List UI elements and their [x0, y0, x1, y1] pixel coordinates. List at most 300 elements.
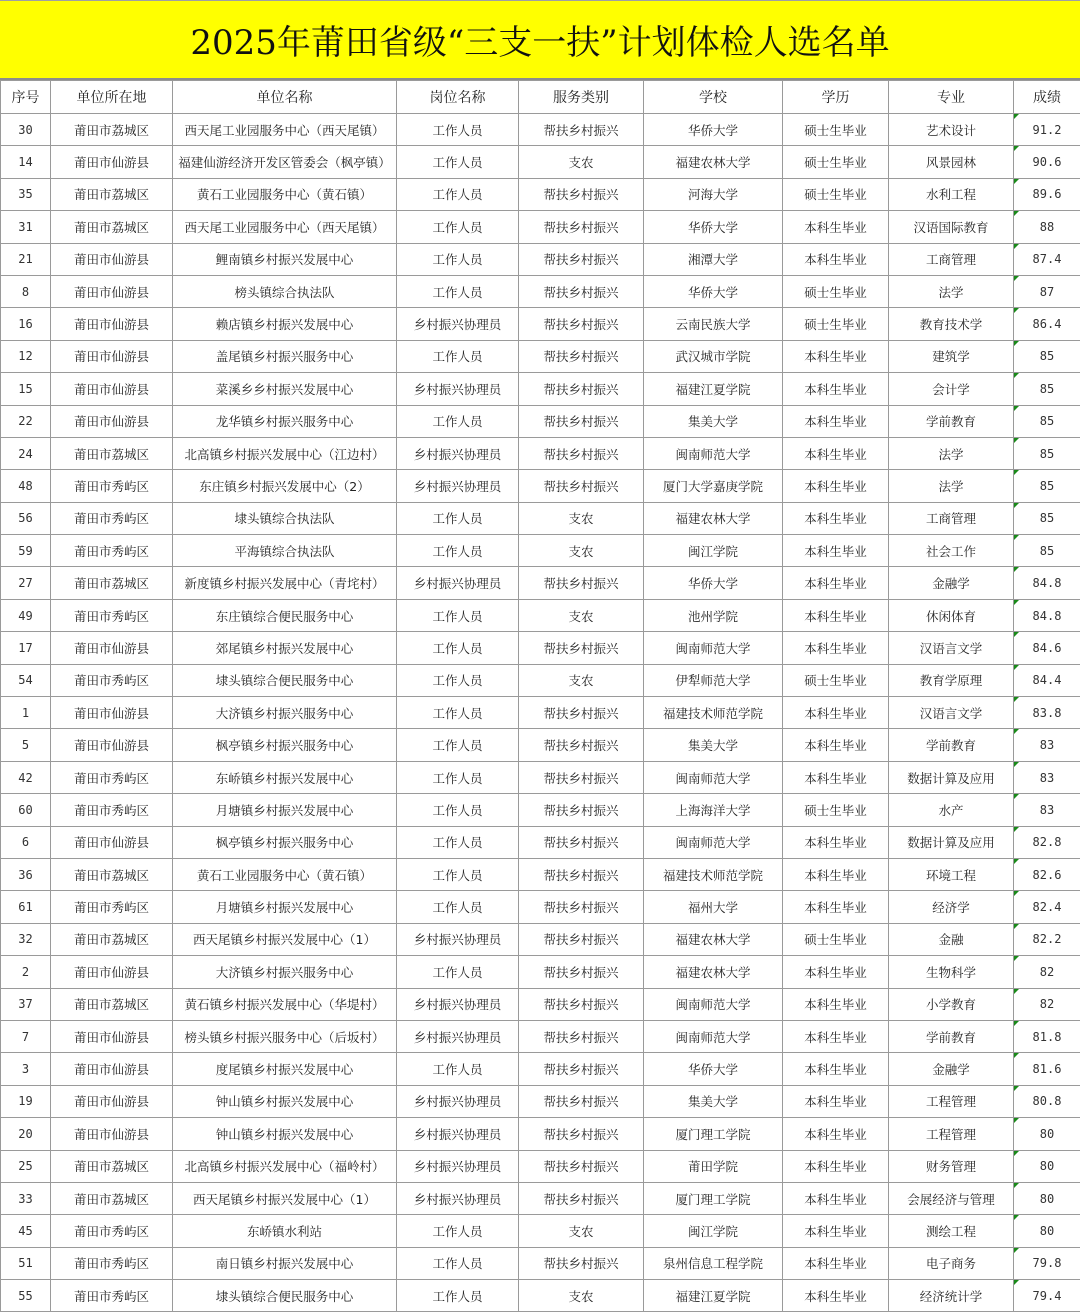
- cell-score[interactable]: 88: [1014, 211, 1080, 243]
- cell-education[interactable]: 硕士生毕业: [783, 178, 889, 210]
- cell-score[interactable]: 90.6: [1014, 146, 1080, 178]
- cell-school[interactable]: 华侨大学: [644, 1053, 783, 1085]
- cell-school[interactable]: 集美大学: [644, 729, 783, 761]
- cell-unit-name[interactable]: 盖尾镇乡村振兴服务中心: [173, 340, 397, 372]
- cell-index[interactable]: 2: [1, 956, 51, 988]
- cell-school[interactable]: 闽江学院: [644, 1215, 783, 1247]
- cell-location[interactable]: 莆田市秀屿区: [51, 1280, 173, 1312]
- cell-index[interactable]: 37: [1, 988, 51, 1020]
- cell-service-type[interactable]: 帮扶乡村振兴: [519, 340, 644, 372]
- cell-position[interactable]: 工作人员: [397, 891, 519, 923]
- cell-score[interactable]: 82.8: [1014, 826, 1080, 858]
- cell-location[interactable]: 莆田市秀屿区: [51, 664, 173, 696]
- cell-position[interactable]: 工作人员: [397, 146, 519, 178]
- cell-education[interactable]: 本科生毕业: [783, 567, 889, 599]
- cell-major[interactable]: 金融: [889, 923, 1014, 955]
- cell-position[interactable]: 工作人员: [397, 535, 519, 567]
- cell-education[interactable]: 本科生毕业: [783, 599, 889, 631]
- cell-education[interactable]: 本科生毕业: [783, 1280, 889, 1312]
- cell-major[interactable]: 汉语言文学: [889, 632, 1014, 664]
- cell-unit-name[interactable]: 东峤镇水利站: [173, 1215, 397, 1247]
- cell-location[interactable]: 莆田市秀屿区: [51, 761, 173, 793]
- cell-major[interactable]: 学前教育: [889, 405, 1014, 437]
- cell-school[interactable]: 集美大学: [644, 1085, 783, 1117]
- cell-education[interactable]: 硕士生毕业: [783, 146, 889, 178]
- cell-score[interactable]: 79.8: [1014, 1247, 1080, 1279]
- cell-unit-name[interactable]: 月塘镇乡村振兴发展中心: [173, 891, 397, 923]
- cell-major[interactable]: 生物科学: [889, 956, 1014, 988]
- cell-position[interactable]: 工作人员: [397, 275, 519, 307]
- cell-index[interactable]: 36: [1, 858, 51, 890]
- cell-school[interactable]: 华侨大学: [644, 567, 783, 599]
- cell-unit-name[interactable]: 埭头镇综合便民服务中心: [173, 664, 397, 696]
- cell-location[interactable]: 莆田市仙游县: [51, 1085, 173, 1117]
- cell-index[interactable]: 56: [1, 502, 51, 534]
- cell-unit-name[interactable]: 枫亭镇乡村振兴服务中心: [173, 826, 397, 858]
- cell-school[interactable]: 湘潭大学: [644, 243, 783, 275]
- cell-index[interactable]: 32: [1, 923, 51, 955]
- cell-location[interactable]: 莆田市仙游县: [51, 340, 173, 372]
- header-index[interactable]: 序号: [1, 81, 51, 114]
- cell-school[interactable]: 伊犁师范大学: [644, 664, 783, 696]
- cell-school[interactable]: 福建技术师范学院: [644, 697, 783, 729]
- header-location[interactable]: 单位所在地: [51, 81, 173, 114]
- cell-major[interactable]: 教育技术学: [889, 308, 1014, 340]
- cell-unit-name[interactable]: 钟山镇乡村振兴发展中心: [173, 1085, 397, 1117]
- cell-location[interactable]: 莆田市荔城区: [51, 923, 173, 955]
- cell-service-type[interactable]: 支农: [519, 502, 644, 534]
- cell-unit-name[interactable]: 西天尾镇乡村振兴发展中心（1）: [173, 1182, 397, 1214]
- cell-position[interactable]: 工作人员: [397, 697, 519, 729]
- cell-score[interactable]: 84.4: [1014, 664, 1080, 696]
- cell-major[interactable]: 学前教育: [889, 1020, 1014, 1052]
- cell-education[interactable]: 本科生毕业: [783, 470, 889, 502]
- cell-major[interactable]: 数据计算及应用: [889, 761, 1014, 793]
- cell-score[interactable]: 79.4: [1014, 1280, 1080, 1312]
- cell-position[interactable]: 乡村振兴协理员: [397, 988, 519, 1020]
- cell-education[interactable]: 本科生毕业: [783, 988, 889, 1020]
- cell-location[interactable]: 莆田市秀屿区: [51, 599, 173, 631]
- cell-score[interactable]: 83: [1014, 794, 1080, 826]
- cell-education[interactable]: 硕士生毕业: [783, 114, 889, 146]
- cell-location[interactable]: 莆田市秀屿区: [51, 891, 173, 923]
- cell-position[interactable]: 乡村振兴协理员: [397, 437, 519, 469]
- cell-service-type[interactable]: 帮扶乡村振兴: [519, 243, 644, 275]
- cell-index[interactable]: 8: [1, 275, 51, 307]
- cell-index[interactable]: 51: [1, 1247, 51, 1279]
- cell-service-type[interactable]: 支农: [519, 146, 644, 178]
- cell-position[interactable]: 乡村振兴协理员: [397, 1020, 519, 1052]
- cell-major[interactable]: 会计学: [889, 373, 1014, 405]
- cell-location[interactable]: 莆田市仙游县: [51, 729, 173, 761]
- cell-position[interactable]: 乡村振兴协理员: [397, 567, 519, 599]
- cell-education[interactable]: 硕士生毕业: [783, 308, 889, 340]
- cell-index[interactable]: 27: [1, 567, 51, 599]
- cell-education[interactable]: 本科生毕业: [783, 1182, 889, 1214]
- cell-school[interactable]: 集美大学: [644, 405, 783, 437]
- cell-location[interactable]: 莆田市荔城区: [51, 858, 173, 890]
- cell-unit-name[interactable]: 北高镇乡村振兴发展中心（福岭村）: [173, 1150, 397, 1182]
- cell-major[interactable]: 金融学: [889, 1053, 1014, 1085]
- cell-unit-name[interactable]: 东庄镇乡村振兴发展中心（2）: [173, 470, 397, 502]
- cell-unit-name[interactable]: 黄石工业园服务中心（黄石镇）: [173, 858, 397, 890]
- cell-index[interactable]: 25: [1, 1150, 51, 1182]
- cell-location[interactable]: 莆田市荔城区: [51, 437, 173, 469]
- cell-score[interactable]: 82: [1014, 988, 1080, 1020]
- cell-unit-name[interactable]: 西天尾工业园服务中心（西天尾镇）: [173, 114, 397, 146]
- cell-location[interactable]: 莆田市仙游县: [51, 697, 173, 729]
- cell-location[interactable]: 莆田市荔城区: [51, 211, 173, 243]
- cell-score[interactable]: 84.8: [1014, 599, 1080, 631]
- cell-index[interactable]: 7: [1, 1020, 51, 1052]
- cell-unit-name[interactable]: 大济镇乡村振兴服务中心: [173, 697, 397, 729]
- cell-education[interactable]: 硕士生毕业: [783, 923, 889, 955]
- cell-service-type[interactable]: 帮扶乡村振兴: [519, 729, 644, 761]
- cell-unit-name[interactable]: 大济镇乡村振兴服务中心: [173, 956, 397, 988]
- cell-major[interactable]: 数据计算及应用: [889, 826, 1014, 858]
- cell-position[interactable]: 工作人员: [397, 761, 519, 793]
- cell-score[interactable]: 80: [1014, 1182, 1080, 1214]
- cell-education[interactable]: 本科生毕业: [783, 826, 889, 858]
- cell-position[interactable]: 工作人员: [397, 114, 519, 146]
- cell-unit-name[interactable]: 菜溪乡乡村振兴发展中心: [173, 373, 397, 405]
- cell-index[interactable]: 15: [1, 373, 51, 405]
- cell-service-type[interactable]: 支农: [519, 599, 644, 631]
- cell-index[interactable]: 21: [1, 243, 51, 275]
- cell-position[interactable]: 工作人员: [397, 729, 519, 761]
- cell-index[interactable]: 61: [1, 891, 51, 923]
- cell-service-type[interactable]: 帮扶乡村振兴: [519, 826, 644, 858]
- cell-school[interactable]: 福建江夏学院: [644, 373, 783, 405]
- cell-service-type[interactable]: 帮扶乡村振兴: [519, 632, 644, 664]
- cell-score[interactable]: 82.6: [1014, 858, 1080, 890]
- cell-unit-name[interactable]: 东峤镇乡村振兴发展中心: [173, 761, 397, 793]
- cell-location[interactable]: 莆田市秀屿区: [51, 470, 173, 502]
- cell-unit-name[interactable]: 福建仙游经济开发区管委会（枫亭镇）: [173, 146, 397, 178]
- cell-score[interactable]: 80: [1014, 1150, 1080, 1182]
- cell-service-type[interactable]: 帮扶乡村振兴: [519, 891, 644, 923]
- cell-location[interactable]: 莆田市仙游县: [51, 373, 173, 405]
- cell-unit-name[interactable]: 平海镇综合执法队: [173, 535, 397, 567]
- cell-index[interactable]: 59: [1, 535, 51, 567]
- cell-school[interactable]: 福建江夏学院: [644, 1280, 783, 1312]
- cell-index[interactable]: 17: [1, 632, 51, 664]
- cell-education[interactable]: 硕士生毕业: [783, 275, 889, 307]
- cell-school[interactable]: 福州大学: [644, 891, 783, 923]
- cell-education[interactable]: 硕士生毕业: [783, 664, 889, 696]
- cell-education[interactable]: 本科生毕业: [783, 858, 889, 890]
- cell-score[interactable]: 82.4: [1014, 891, 1080, 923]
- cell-unit-name[interactable]: 度尾镇乡村振兴发展中心: [173, 1053, 397, 1085]
- cell-major[interactable]: 风景园林: [889, 146, 1014, 178]
- cell-service-type[interactable]: 帮扶乡村振兴: [519, 988, 644, 1020]
- cell-major[interactable]: 环境工程: [889, 858, 1014, 890]
- cell-education[interactable]: 本科生毕业: [783, 340, 889, 372]
- cell-unit-name[interactable]: 西天尾工业园服务中心（西天尾镇）: [173, 211, 397, 243]
- cell-school[interactable]: 华侨大学: [644, 275, 783, 307]
- cell-service-type[interactable]: 帮扶乡村振兴: [519, 405, 644, 437]
- cell-position[interactable]: 工作人员: [397, 632, 519, 664]
- cell-service-type[interactable]: 帮扶乡村振兴: [519, 1118, 644, 1150]
- cell-school[interactable]: 福建农林大学: [644, 956, 783, 988]
- cell-position[interactable]: 工作人员: [397, 1247, 519, 1279]
- cell-score[interactable]: 87.4: [1014, 243, 1080, 275]
- cell-major[interactable]: 会展经济与管理: [889, 1182, 1014, 1214]
- cell-education[interactable]: 本科生毕业: [783, 1150, 889, 1182]
- cell-location[interactable]: 莆田市仙游县: [51, 1118, 173, 1150]
- cell-score[interactable]: 83: [1014, 761, 1080, 793]
- cell-service-type[interactable]: 支农: [519, 535, 644, 567]
- cell-position[interactable]: 工作人员: [397, 858, 519, 890]
- cell-school[interactable]: 武汉城市学院: [644, 340, 783, 372]
- cell-major[interactable]: 法学: [889, 275, 1014, 307]
- cell-major[interactable]: 汉语国际教育: [889, 211, 1014, 243]
- cell-location[interactable]: 莆田市秀屿区: [51, 794, 173, 826]
- cell-service-type[interactable]: 支农: [519, 1215, 644, 1247]
- cell-education[interactable]: 本科生毕业: [783, 211, 889, 243]
- cell-major[interactable]: 小学教育: [889, 988, 1014, 1020]
- cell-index[interactable]: 6: [1, 826, 51, 858]
- cell-position[interactable]: 工作人员: [397, 405, 519, 437]
- cell-location[interactable]: 莆田市仙游县: [51, 146, 173, 178]
- cell-unit-name[interactable]: 埭头镇综合执法队: [173, 502, 397, 534]
- cell-index[interactable]: 12: [1, 340, 51, 372]
- cell-location[interactable]: 莆田市秀屿区: [51, 535, 173, 567]
- cell-education[interactable]: 本科生毕业: [783, 1215, 889, 1247]
- cell-index[interactable]: 35: [1, 178, 51, 210]
- cell-school[interactable]: 福建农林大学: [644, 146, 783, 178]
- cell-school[interactable]: 华侨大学: [644, 114, 783, 146]
- cell-school[interactable]: 云南民族大学: [644, 308, 783, 340]
- cell-location[interactable]: 莆田市荔城区: [51, 988, 173, 1020]
- cell-school[interactable]: 福建技术师范学院: [644, 858, 783, 890]
- cell-school[interactable]: 华侨大学: [644, 211, 783, 243]
- cell-index[interactable]: 3: [1, 1053, 51, 1085]
- cell-service-type[interactable]: 帮扶乡村振兴: [519, 1182, 644, 1214]
- cell-major[interactable]: 休闲体育: [889, 599, 1014, 631]
- cell-score[interactable]: 82: [1014, 956, 1080, 988]
- cell-service-type[interactable]: 帮扶乡村振兴: [519, 437, 644, 469]
- cell-location[interactable]: 莆田市荔城区: [51, 567, 173, 599]
- cell-service-type[interactable]: 帮扶乡村振兴: [519, 1020, 644, 1052]
- cell-unit-name[interactable]: 北高镇乡村振兴发展中心（江边村）: [173, 437, 397, 469]
- cell-service-type[interactable]: 帮扶乡村振兴: [519, 308, 644, 340]
- cell-major[interactable]: 艺术设计: [889, 114, 1014, 146]
- cell-education[interactable]: 本科生毕业: [783, 1020, 889, 1052]
- cell-major[interactable]: 建筑学: [889, 340, 1014, 372]
- cell-position[interactable]: 工作人员: [397, 340, 519, 372]
- cell-education[interactable]: 本科生毕业: [783, 729, 889, 761]
- cell-major[interactable]: 汉语言文学: [889, 697, 1014, 729]
- cell-major[interactable]: 金融学: [889, 567, 1014, 599]
- header-score[interactable]: 成绩: [1014, 81, 1080, 114]
- cell-index[interactable]: 48: [1, 470, 51, 502]
- cell-location[interactable]: 莆田市荔城区: [51, 178, 173, 210]
- cell-location[interactable]: 莆田市仙游县: [51, 243, 173, 275]
- cell-major[interactable]: 电子商务: [889, 1247, 1014, 1279]
- cell-service-type[interactable]: 帮扶乡村振兴: [519, 858, 644, 890]
- cell-score[interactable]: 85: [1014, 373, 1080, 405]
- cell-position[interactable]: 工作人员: [397, 1280, 519, 1312]
- cell-index[interactable]: 31: [1, 211, 51, 243]
- cell-score[interactable]: 86.4: [1014, 308, 1080, 340]
- header-unit-name[interactable]: 单位名称: [173, 81, 397, 114]
- cell-school[interactable]: 池州学院: [644, 599, 783, 631]
- cell-position[interactable]: 工作人员: [397, 794, 519, 826]
- cell-education[interactable]: 本科生毕业: [783, 437, 889, 469]
- cell-unit-name[interactable]: 枫亭镇乡村振兴服务中心: [173, 729, 397, 761]
- cell-service-type[interactable]: 帮扶乡村振兴: [519, 178, 644, 210]
- cell-education[interactable]: 本科生毕业: [783, 243, 889, 275]
- cell-index[interactable]: 22: [1, 405, 51, 437]
- cell-school[interactable]: 厦门理工学院: [644, 1118, 783, 1150]
- cell-major[interactable]: 法学: [889, 437, 1014, 469]
- cell-unit-name[interactable]: 月塘镇乡村振兴发展中心: [173, 794, 397, 826]
- cell-school[interactable]: 福建农林大学: [644, 923, 783, 955]
- cell-school[interactable]: 闽南师范大学: [644, 632, 783, 664]
- cell-score[interactable]: 81.6: [1014, 1053, 1080, 1085]
- cell-position[interactable]: 工作人员: [397, 243, 519, 275]
- cell-major[interactable]: 水利工程: [889, 178, 1014, 210]
- cell-service-type[interactable]: 支农: [519, 664, 644, 696]
- cell-position[interactable]: 乡村振兴协理员: [397, 1118, 519, 1150]
- cell-position[interactable]: 乡村振兴协理员: [397, 1150, 519, 1182]
- cell-school[interactable]: 上海海洋大学: [644, 794, 783, 826]
- header-position[interactable]: 岗位名称: [397, 81, 519, 114]
- cell-school[interactable]: 闽南师范大学: [644, 988, 783, 1020]
- cell-score[interactable]: 85: [1014, 340, 1080, 372]
- cell-school[interactable]: 福建农林大学: [644, 502, 783, 534]
- header-service-type[interactable]: 服务类别: [519, 81, 644, 114]
- cell-score[interactable]: 91.2: [1014, 114, 1080, 146]
- cell-education[interactable]: 本科生毕业: [783, 1118, 889, 1150]
- cell-service-type[interactable]: 帮扶乡村振兴: [519, 1150, 644, 1182]
- header-major[interactable]: 专业: [889, 81, 1014, 114]
- cell-score[interactable]: 84.8: [1014, 567, 1080, 599]
- cell-position[interactable]: 工作人员: [397, 178, 519, 210]
- cell-school[interactable]: 厦门理工学院: [644, 1182, 783, 1214]
- cell-major[interactable]: 工程管理: [889, 1085, 1014, 1117]
- cell-school[interactable]: 厦门大学嘉庚学院: [644, 470, 783, 502]
- cell-school[interactable]: 闽南师范大学: [644, 761, 783, 793]
- cell-index[interactable]: 54: [1, 664, 51, 696]
- cell-service-type[interactable]: 帮扶乡村振兴: [519, 761, 644, 793]
- cell-score[interactable]: 84.6: [1014, 632, 1080, 664]
- cell-score[interactable]: 89.6: [1014, 178, 1080, 210]
- cell-index[interactable]: 60: [1, 794, 51, 826]
- cell-index[interactable]: 19: [1, 1085, 51, 1117]
- cell-major[interactable]: 教育学原理: [889, 664, 1014, 696]
- cell-position[interactable]: 乡村振兴协理员: [397, 923, 519, 955]
- cell-position[interactable]: 工作人员: [397, 1215, 519, 1247]
- cell-major[interactable]: 经济学: [889, 891, 1014, 923]
- cell-location[interactable]: 莆田市荔城区: [51, 1182, 173, 1214]
- cell-major[interactable]: 财务管理: [889, 1150, 1014, 1182]
- cell-major[interactable]: 工程管理: [889, 1118, 1014, 1150]
- cell-service-type[interactable]: 帮扶乡村振兴: [519, 1247, 644, 1279]
- cell-unit-name[interactable]: 埭头镇综合便民服务中心: [173, 1280, 397, 1312]
- cell-service-type[interactable]: 帮扶乡村振兴: [519, 470, 644, 502]
- cell-education[interactable]: 本科生毕业: [783, 405, 889, 437]
- cell-index[interactable]: 20: [1, 1118, 51, 1150]
- cell-index[interactable]: 49: [1, 599, 51, 631]
- cell-score[interactable]: 80: [1014, 1215, 1080, 1247]
- cell-school[interactable]: 河海大学: [644, 178, 783, 210]
- cell-major[interactable]: 社会工作: [889, 535, 1014, 567]
- cell-location[interactable]: 莆田市仙游县: [51, 1053, 173, 1085]
- cell-location[interactable]: 莆田市仙游县: [51, 632, 173, 664]
- cell-score[interactable]: 83.8: [1014, 697, 1080, 729]
- cell-index[interactable]: 16: [1, 308, 51, 340]
- cell-location[interactable]: 莆田市秀屿区: [51, 1247, 173, 1279]
- cell-major[interactable]: 经济统计学: [889, 1280, 1014, 1312]
- cell-location[interactable]: 莆田市仙游县: [51, 308, 173, 340]
- cell-service-type[interactable]: 帮扶乡村振兴: [519, 275, 644, 307]
- cell-location[interactable]: 莆田市秀屿区: [51, 1215, 173, 1247]
- cell-position[interactable]: 工作人员: [397, 1053, 519, 1085]
- cell-unit-name[interactable]: 龙华镇乡村振兴服务中心: [173, 405, 397, 437]
- cell-score[interactable]: 81.8: [1014, 1020, 1080, 1052]
- cell-position[interactable]: 工作人员: [397, 502, 519, 534]
- cell-unit-name[interactable]: 钟山镇乡村振兴发展中心: [173, 1118, 397, 1150]
- cell-service-type[interactable]: 帮扶乡村振兴: [519, 697, 644, 729]
- cell-service-type[interactable]: 帮扶乡村振兴: [519, 114, 644, 146]
- cell-position[interactable]: 乡村振兴协理员: [397, 308, 519, 340]
- cell-unit-name[interactable]: 东庄镇综合便民服务中心: [173, 599, 397, 631]
- cell-service-type[interactable]: 帮扶乡村振兴: [519, 1053, 644, 1085]
- cell-school[interactable]: 闽南师范大学: [644, 826, 783, 858]
- cell-education[interactable]: 本科生毕业: [783, 697, 889, 729]
- cell-education[interactable]: 本科生毕业: [783, 535, 889, 567]
- cell-location[interactable]: 莆田市仙游县: [51, 956, 173, 988]
- cell-school[interactable]: 闽南师范大学: [644, 437, 783, 469]
- cell-education[interactable]: 本科生毕业: [783, 956, 889, 988]
- cell-position[interactable]: 工作人员: [397, 211, 519, 243]
- cell-position[interactable]: 乡村振兴协理员: [397, 373, 519, 405]
- cell-location[interactable]: 莆田市秀屿区: [51, 502, 173, 534]
- cell-unit-name[interactable]: 黄石工业园服务中心（黄石镇）: [173, 178, 397, 210]
- cell-score[interactable]: 83: [1014, 729, 1080, 761]
- cell-index[interactable]: 45: [1, 1215, 51, 1247]
- cell-education[interactable]: 硕士生毕业: [783, 794, 889, 826]
- cell-location[interactable]: 莆田市仙游县: [51, 1020, 173, 1052]
- cell-location[interactable]: 莆田市仙游县: [51, 405, 173, 437]
- cell-education[interactable]: 本科生毕业: [783, 502, 889, 534]
- cell-position[interactable]: 工作人员: [397, 599, 519, 631]
- cell-unit-name[interactable]: 赖店镇乡村振兴发展中心: [173, 308, 397, 340]
- cell-major[interactable]: 工商管理: [889, 243, 1014, 275]
- cell-major[interactable]: 测绘工程: [889, 1215, 1014, 1247]
- cell-location[interactable]: 莆田市荔城区: [51, 1150, 173, 1182]
- cell-score[interactable]: 85: [1014, 535, 1080, 567]
- cell-position[interactable]: 工作人员: [397, 664, 519, 696]
- cell-education[interactable]: 本科生毕业: [783, 761, 889, 793]
- cell-score[interactable]: 80: [1014, 1118, 1080, 1150]
- cell-service-type[interactable]: 帮扶乡村振兴: [519, 1085, 644, 1117]
- cell-unit-name[interactable]: 榜头镇综合执法队: [173, 275, 397, 307]
- cell-score[interactable]: 85: [1014, 502, 1080, 534]
- cell-service-type[interactable]: 帮扶乡村振兴: [519, 956, 644, 988]
- cell-index[interactable]: 55: [1, 1280, 51, 1312]
- cell-education[interactable]: 本科生毕业: [783, 891, 889, 923]
- cell-education[interactable]: 本科生毕业: [783, 373, 889, 405]
- cell-location[interactable]: 莆田市仙游县: [51, 826, 173, 858]
- cell-school[interactable]: 莆田学院: [644, 1150, 783, 1182]
- cell-major[interactable]: 法学: [889, 470, 1014, 502]
- cell-position[interactable]: 乡村振兴协理员: [397, 1085, 519, 1117]
- cell-education[interactable]: 本科生毕业: [783, 1085, 889, 1117]
- cell-unit-name[interactable]: 新度镇乡村振兴发展中心（青垞村）: [173, 567, 397, 599]
